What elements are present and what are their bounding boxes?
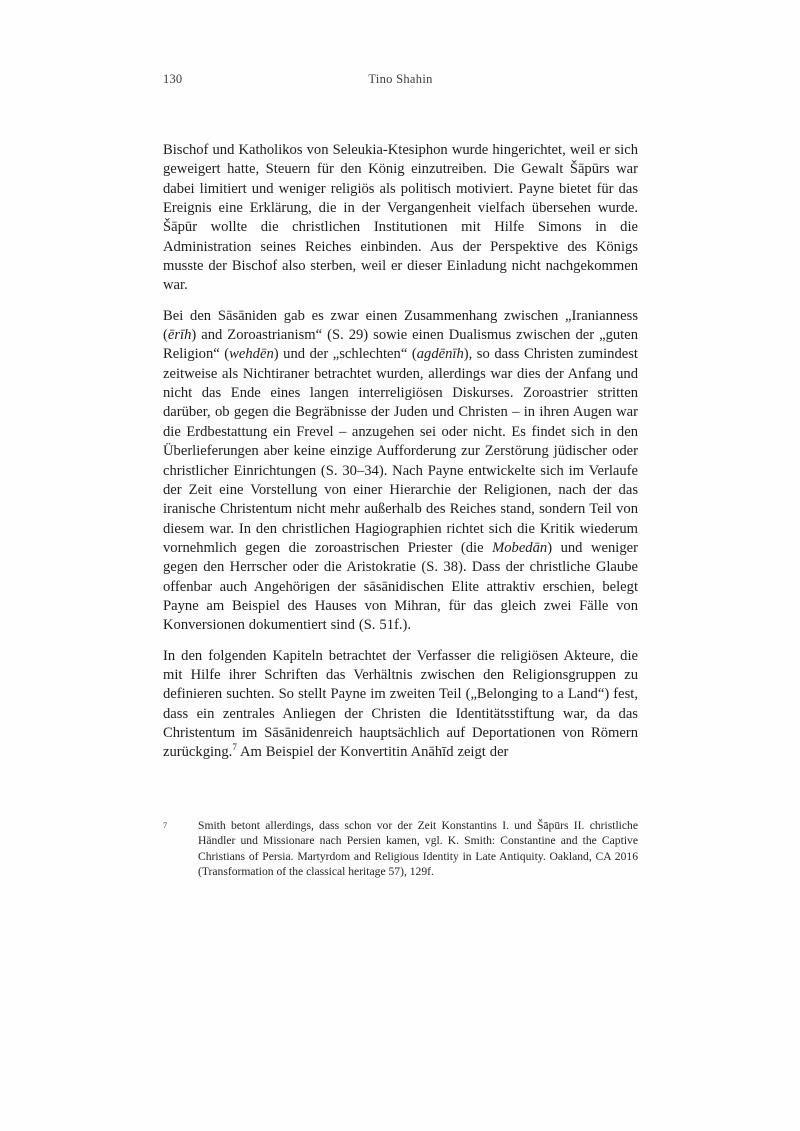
italic-term: ērīh — [167, 327, 192, 344]
paragraph — [163, 141, 638, 296]
paragraph — [163, 647, 638, 763]
text-run: ) und der „schlechten“ ( — [273, 346, 417, 363]
footnote-text: Smith betont allerdings, dass schon vor der Zeit Konstantins I. und Šāpūrs II. christliche Händler und Missionare nach Persien kamen, vgl. K. Smith: Constantine and the Captive Christians of Persia. Martyrdom and Religious Identity in Late Antiquity. Oakland, CA 2016 (Transformation of the classical heritage 57), 129f. — [198, 819, 638, 879]
footnote-reference[interactable]: 7 — [232, 742, 237, 753]
italic-term: wehdēn — [229, 346, 274, 363]
text-run: ), so dass Christen zumindest zeitweise als Nichtiraner betrachtet wurden, allerdings war dies der Anfang und nicht das Ende eines langen interreligiösen Diskurses. Zoroastrier stritten darüber, ob gegen die Begräbnisse der Juden und Christen – in ihren Augen war die Erdbestattung ein Frevel – anzugehen sei oder nicht. Es findet sich in den Überlieferungen aber keine einzige Aufforderung zur Zerstörung jüdischer oder christlicher Einrichtungen (S. 30–34). Nach Payne entwickelte sich im Verlaufe der Zeit eine Vorstellung von einer Hierarchie der Religionen, nach der das iranische Christentum nicht mehr außerhalb des Reiches stand, sondern Teil von diesem war. In den christlichen Hagiographien richtet sich die Kritik wiederum vornehmlich gegen die zoroastrischen Priester (die — [163, 346, 638, 556]
text-run: In den folgenden Kapiteln betrachtet der Verfasser die religiösen Akteure, die mit Hilfe ihrer Schriften das Verhältnis zwischen den Religionsgruppen zu definieren suchten. So stellt Payne im zweiten Teil („Belonging to a Land“) fest, dass ein zentrales Anliegen der Christen die Identitätsstiftung war, da das Christentum im Sāsānidenreich hauptsächlich auf Deportationen von Römern zurückging. — [163, 647, 638, 761]
body-text-block — [163, 141, 638, 763]
footnote-area — [163, 818, 638, 880]
footnote — [163, 818, 638, 880]
running-head-title: Tino Shahin — [368, 72, 433, 86]
text-run: Bei den Sāsāniden gab es zwar einen Zusammenhang zwischen „Iranianness ( — [163, 307, 638, 344]
italic-term: Mobedān — [492, 539, 548, 556]
footnote-marker: 7 — [163, 821, 168, 830]
text-run: ) und weniger gegen den Herrscher oder die Aristokratie (S. 38). Dass der christliche Glaube offenbar auch Angehörigen der sāsānidischen Elite attraktiv erschien, belegt Payne am Beispiel des Hauses von Mihran, für das gleich zwei Fälle von Konversionen dokumentiert sind (S. 51f.). — [163, 539, 638, 634]
text-run: ) and Zoroastrianism“ (S. 29) sowie einen Dualismus zwischen der „guten Religion“ ( — [163, 327, 638, 363]
page-number: 130 — [163, 72, 183, 86]
italic-term: agdēnīh — [416, 346, 464, 363]
text-run: Am Beispiel der Konvertitin Anāhīd zeigt der — [236, 744, 509, 761]
text-run: Bischof und Katholikos von Seleukia-Ktesiphon wurde hingerichtet, weil er sich geweigert hatte, Steuern für den König einzutreiben. Die Gewalt Šāpūrs war dabei limitiert und weniger religiös als politisch motiviert. Payne bietet für das Ereignis eine Erklärung, die in der Vergangenheit vielfach übersehen wurde. Šāpūr wollte die christlichen Institutionen mit Hilfe Simons in die Administration seines Reiches einbinden. Aus der Perspektive des Königs musste der Bischof also sterben, weil er dieser Einladung nicht nachgekommen war. — [163, 142, 638, 294]
running-head — [163, 72, 638, 90]
paragraph — [163, 307, 638, 636]
